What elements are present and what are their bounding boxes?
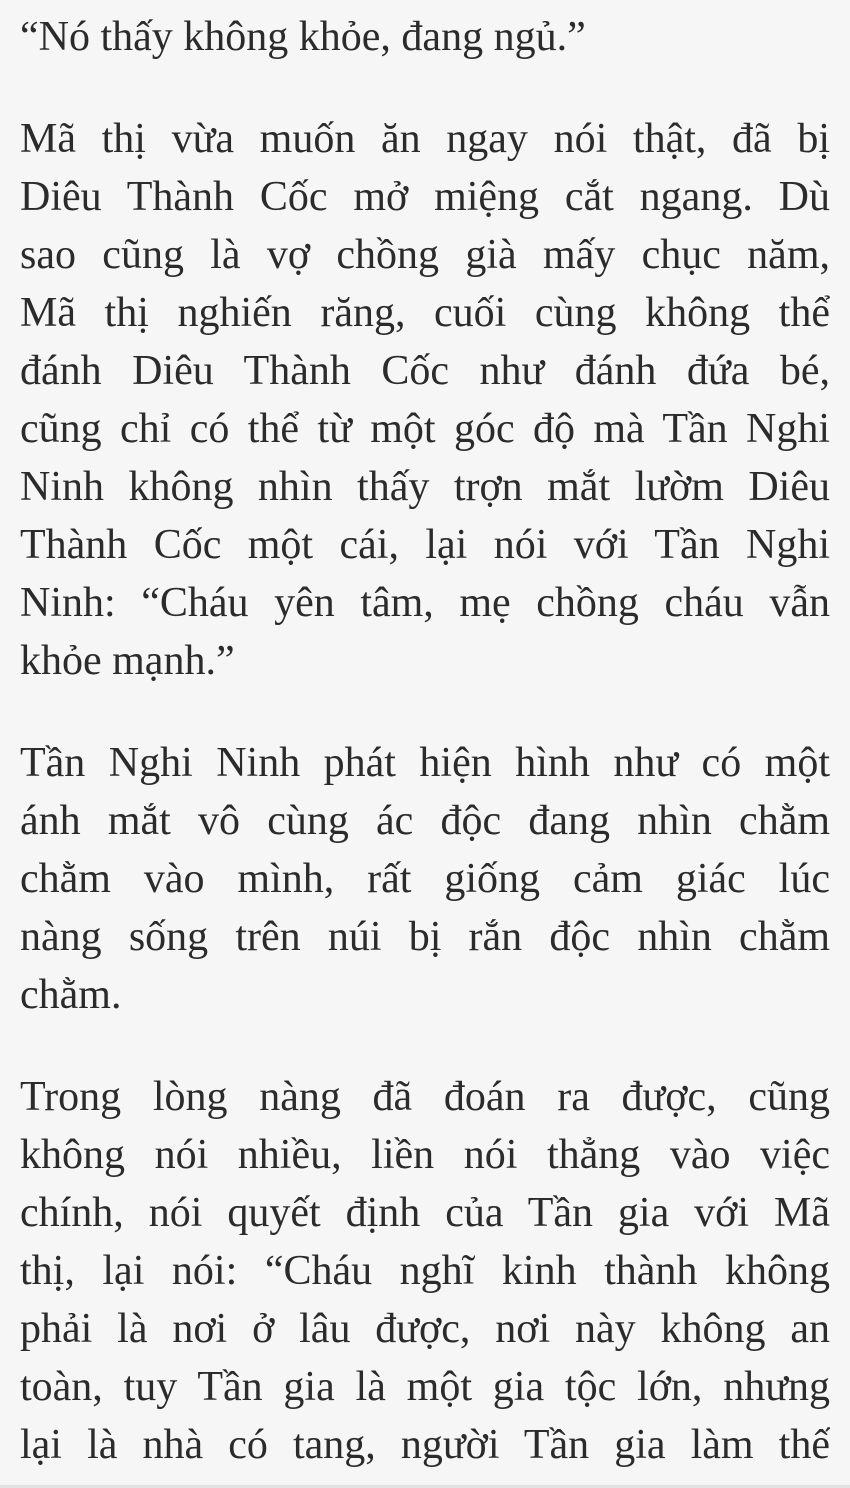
- text-line: Mã thị vừa muốn ăn ngay nói thật, đã bị: [20, 116, 830, 162]
- text-line: Tần Nghi Ninh phát hiện hình như có một: [20, 740, 830, 786]
- text-line: thị, lại nói: “Cháu nghĩ kinh thành không: [20, 1248, 830, 1294]
- text-line: phải là nơi ở lâu được, nơi này không an: [20, 1306, 830, 1352]
- text-line: Ninh: “Cháu yên tâm, mẹ chồng cháu vẫn: [20, 580, 830, 626]
- text-line: Trong lòng nàng đã đoán ra được, cũng: [20, 1074, 830, 1120]
- text-line: Mã thị nghiến răng, cuối cùng không thể: [20, 290, 830, 336]
- text-line: Ninh không nhìn thấy trợn mắt lườm Diêu: [20, 464, 830, 510]
- paragraph: [20, 8, 830, 66]
- text-line: cũng chỉ có thể từ một góc độ mà Tần Nghi: [20, 406, 830, 452]
- text-line: lại là nhà có tang, người Tần gia làm thế: [20, 1422, 830, 1468]
- text-line: sao cũng là vợ chồng già mấy chục năm,: [20, 232, 830, 278]
- text-line: chính, nói quyết định của Tần gia với Mã: [20, 1190, 830, 1236]
- text-line: không nói nhiều, liền nói thẳng vào việc: [20, 1132, 830, 1178]
- paragraph: [20, 734, 830, 1024]
- text-line: khỏe mạnh.”: [20, 638, 235, 684]
- text-line: nàng sống trên núi bị rắn độc nhìn chằm: [20, 914, 830, 960]
- paragraph: [20, 1068, 830, 1474]
- text-line: chằm vào mình, rất giống cảm giác lúc: [20, 856, 830, 902]
- text-line: đánh Diêu Thành Cốc như đánh đứa bé,: [20, 348, 830, 394]
- text-line: “Nó thấy không khỏe, đang ngủ.”: [20, 14, 586, 60]
- paragraph: [20, 110, 830, 690]
- text-line: Diêu Thành Cốc mở miệng cắt ngang. Dù: [20, 174, 830, 220]
- text-line: ánh mắt vô cùng ác độc đang nhìn chằm: [20, 798, 830, 844]
- text-line: Thành Cốc một cái, lại nói với Tần Nghi: [20, 522, 830, 568]
- text-body: [20, 8, 830, 1474]
- text-line: chằm.: [20, 972, 122, 1018]
- text-line: toàn, tuy Tần gia là một gia tộc lớn, nhưng: [20, 1364, 830, 1410]
